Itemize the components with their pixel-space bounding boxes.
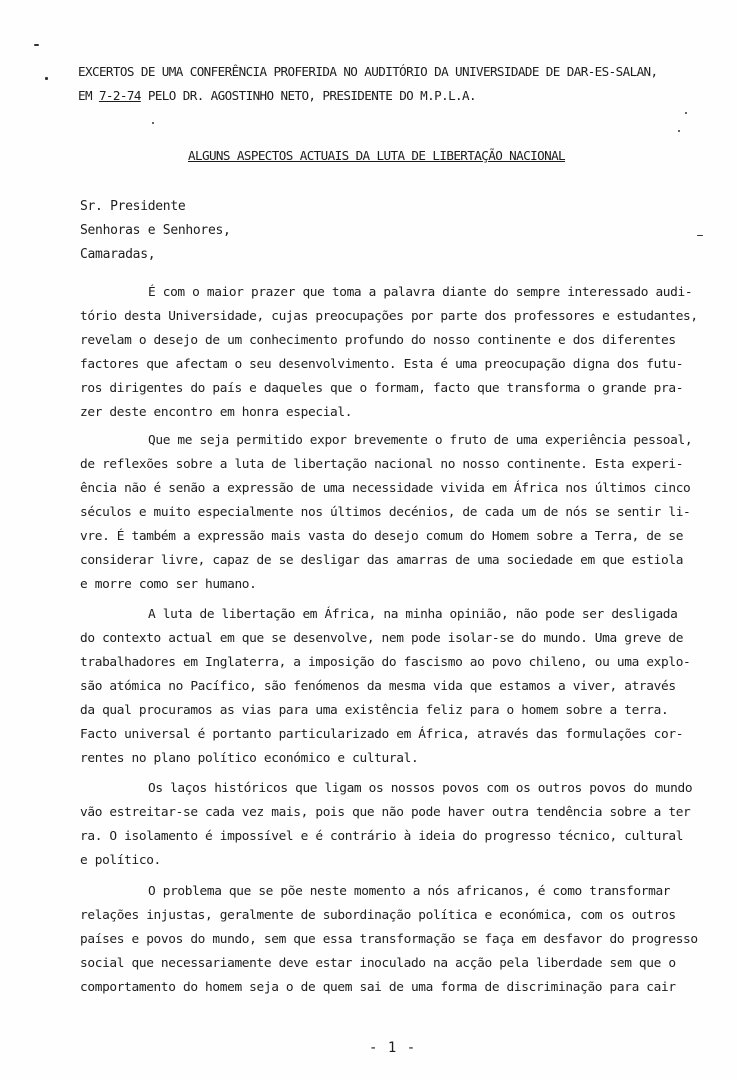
text-line: e político. [80,853,161,868]
header-suffix: PELO DR. AGOSTINHO NETO, PRESIDENTE DO M.P.L.A. [140,88,476,103]
text-line: Que me seja permitido expor brevemente o fruto de uma experiência pessoal, [148,433,693,448]
text-line: considerar livre, capaz de se desligar das amarras de uma sociedade em que estiola [80,553,684,568]
paragraph-2 [80,429,720,597]
paragraph-3 [80,603,720,771]
conference-date: 7-2-74 [98,88,141,103]
salutation-line: Senhoras e Senhores, [80,223,231,238]
text-line: de reflexões sobre a luta de libertação nacional no nosso continente. Esta experi- [80,457,684,472]
text-line: comportamento do homem seja o de quem sai de uma forma de discriminação para cair [80,980,676,995]
text-line: países e povos do mundo, sem que essa transformação se faça em desfavor do progresso [80,932,698,947]
text-line: do contexto actual em que se desenvolve, nem pode isolar-se do mundo. Uma greve de [80,631,684,646]
text-line: social que necessariamente deve estar inoculado na acção pela liberdade sem que o [80,956,676,971]
text-line: Facto universal é portanto particularizado em África, através das formulações cor- [80,727,684,742]
text-line: revelam o desejo de um conhecimento profundo do nosso continente e dos diferentes [80,333,676,348]
text-line: séculos e muito especialmente nos últimos decénios, de cada um de nós se sentir li- [80,505,691,520]
scan-speck [152,122,154,124]
text-line: tório desta Universidade, cujas preocupações por parte dos professores e estudantes, [80,309,698,324]
text-line: rentes no plano político económico e cultural. [80,751,419,766]
text-line: e morre como ser humano. [80,577,257,592]
header-line-1: EXCERTOS DE UMA CONFERÊNCIA PROFERIDA NO AUDITÓRIO DA UNIVERSIDADE DE DAR-ES-SALAN, [78,64,658,79]
scan-speck [697,235,703,236]
salutation-line: Sr. Presidente [80,199,186,214]
text-line: É com o maior prazer que toma a palavra diante do sempre interessado audi- [148,285,693,300]
paragraph-4 [80,777,720,873]
header-prefix: EM [78,88,99,103]
page-number: - 1 - [369,1040,417,1056]
text-line: vão estreitar-se cada vez mais, pois que não pode haver outra tendência sobre a ter [80,805,691,820]
scan-speck [678,130,680,132]
header-line-2 [78,84,718,108]
text-line: ência não é senão a expressão de uma necessidade vivida em África nos últimos cinco [80,481,691,496]
text-line: ros dirigentes do país e daqueles que o formam, facto que transforma o grande pra- [80,381,684,396]
text-line: relações injustas, geralmente de subordinação política e económica, com os outros [80,908,676,923]
text-line: trabalhadores em Inglaterra, a imposição do fascismo ao povo chileno, ou uma explo- [80,655,691,670]
paragraph-1 [80,281,720,425]
salutation [80,195,231,267]
document-title: ALGUNS ASPECTOS ACTUAIS DA LUTA DE LIBERTAÇÃO NACIONAL [188,148,566,163]
document-header [78,60,718,108]
salutation-line: Camaradas, [80,247,156,262]
text-line: factores que afectam o seu desenvolvimento. Esta é uma preocupação digna dos futu- [80,357,684,372]
text-line: são atómica no Pacífico, são fenómenos da mesma vida que estamos a viver, através [80,679,676,694]
text-line: vre. É também a expressão mais vasta do desejo comum do Homem sobre a Terra, de se [80,529,684,544]
text-line: ra. O isolamento é impossível e é contrário à ideia do progresso técnico, cultural [80,829,684,844]
scan-speck [45,77,48,80]
text-line: da qual procuramos as vias para uma existência feliz para o homem sobre a terra. [80,703,669,718]
text-line: zer deste encontro em honra especial. [80,405,353,420]
scan-speck [685,112,687,114]
text-line: O problema que se põe neste momento a nós africanos, é como transformar [148,884,671,899]
text-line: A luta de libertação em África, na minha opinião, não pode ser desligada [148,607,678,622]
scan-speck [34,44,39,46]
text-line: Os laços históricos que ligam os nossos povos com os outros povos do mundo [148,781,693,796]
paragraph-5 [80,880,720,1000]
